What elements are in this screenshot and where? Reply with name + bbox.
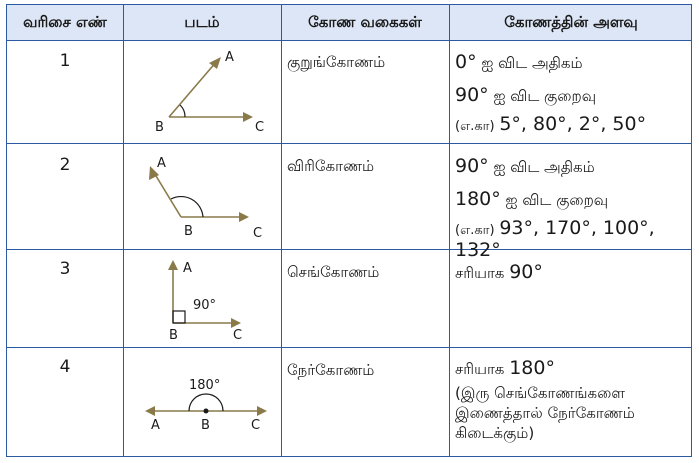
- vertex-label-c: C: [251, 418, 261, 433]
- measure-text: ஐ விட குறைவு: [505, 190, 609, 209]
- obtuse-angle-figure: [129, 149, 279, 244]
- measure-value: 0°: [455, 51, 477, 73]
- column-divider: [281, 5, 282, 456]
- row-divider: [7, 143, 691, 144]
- measure-text: சரியாக: [455, 360, 505, 378]
- angle-degree-label: 180°: [189, 378, 221, 393]
- note-line: இணைத்தால் நேர்கோணம்: [455, 403, 635, 422]
- example-values: 93°, 170°, 100°, 132°: [455, 216, 655, 262]
- example-prefix: (எ.கா): [455, 118, 495, 134]
- angle-measure: [455, 155, 691, 262]
- angle-measure: [455, 261, 543, 284]
- measure-text: ஐ விட அதிகம்: [481, 54, 583, 72]
- vertex-label-c: C: [255, 120, 265, 135]
- row-divider: [7, 347, 691, 348]
- vertex-label-a: A: [157, 156, 166, 171]
- example-values: 5°, 80°, 2°, 50°: [499, 112, 647, 135]
- note-line: கிடைக்கும்): [455, 423, 535, 442]
- angle-type-name: நேர்கோணம்: [287, 361, 375, 379]
- header-figure: படம்: [184, 13, 220, 31]
- angle-measure: [455, 357, 635, 442]
- measure-text: சரியாக: [455, 264, 505, 282]
- vertex-label-b: B: [184, 224, 193, 239]
- example-prefix: (எ.கா): [455, 222, 495, 238]
- column-divider: [123, 5, 124, 456]
- vertex-label-a: A: [183, 261, 192, 276]
- angle-type-name: குறுங்கோணம்: [287, 53, 386, 71]
- note-line: (இரு செங்கோணங்களை: [455, 383, 625, 402]
- angle-degree-label: 90°: [193, 298, 217, 313]
- right-angle-figure: [129, 255, 279, 347]
- vertex-label-b: B: [201, 418, 210, 433]
- measure-text: ஐ விட குறைவு: [493, 86, 597, 105]
- header-angle-type: கோண வகைகள்: [308, 13, 422, 31]
- angle-type-name: விரிகோணம்: [287, 157, 375, 175]
- header-angle-measure: கோணத்தின் அளவு: [504, 13, 638, 31]
- measure-value: 90°: [509, 261, 543, 283]
- column-divider: [449, 5, 450, 456]
- serial-number: 4: [59, 357, 71, 377]
- straight-angle-figure: [129, 365, 279, 453]
- vertex-label-b: B: [169, 328, 178, 343]
- vertex-label-c: C: [253, 226, 263, 241]
- vertex-label-a: A: [225, 50, 234, 65]
- serial-number: 3: [59, 259, 71, 279]
- serial-number: 2: [59, 155, 71, 175]
- angle-table: [6, 4, 692, 457]
- measure-value: 180°: [455, 187, 501, 210]
- angle-measure: [455, 51, 646, 135]
- table-header: [7, 5, 691, 41]
- measure-value: 180°: [509, 357, 555, 379]
- vertex-label-c: C: [233, 328, 243, 343]
- serial-number: 1: [59, 51, 71, 71]
- header-serial-no: வரிசை எண்: [23, 13, 107, 31]
- vertex-label-a: A: [151, 418, 160, 433]
- measure-value: 90°: [455, 83, 489, 106]
- angle-type-name: செங்கோணம்: [287, 263, 380, 281]
- measure-value: 90°: [455, 155, 489, 177]
- vertex-label-b: B: [155, 120, 164, 135]
- measure-text: ஐ விட அதிகம்: [493, 158, 595, 176]
- acute-angle-figure: [129, 45, 279, 140]
